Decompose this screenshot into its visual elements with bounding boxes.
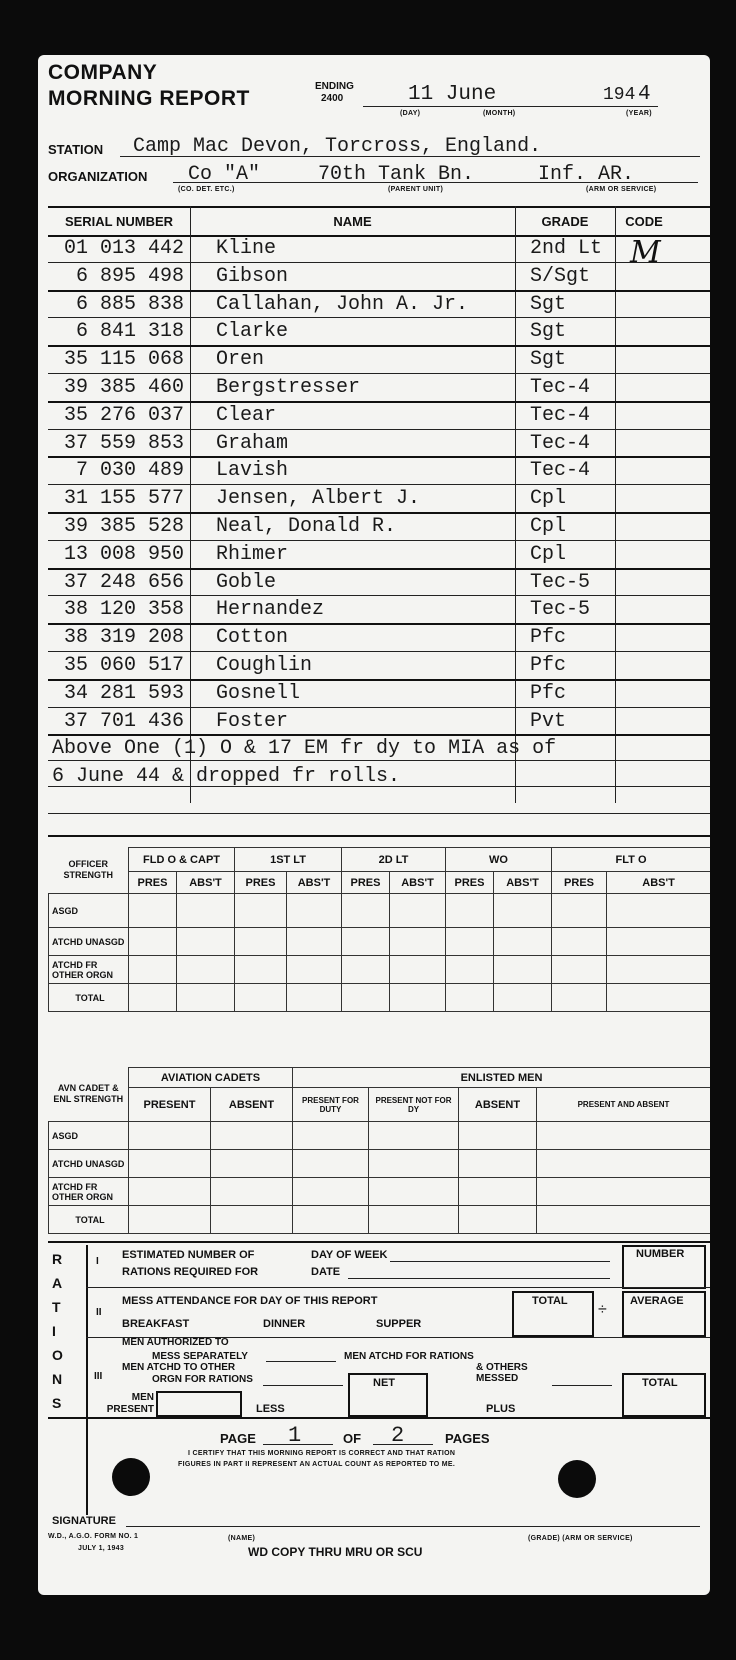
soldier-grade: Tec-4 <box>530 403 591 427</box>
soldier-name: Hernandez <box>216 598 325 622</box>
cadets-present: PRESENT <box>129 1088 211 1122</box>
morning-report-form <box>38 55 710 1595</box>
soldier-grade: Tec-5 <box>530 570 591 594</box>
serial-number: 13 008 950 <box>63 542 184 566</box>
men-atchd-for-rations-label: MEN ATCHD FOR RATIONS <box>344 1351 474 1362</box>
header-abst: ABS'T <box>390 872 446 894</box>
roster-row <box>38 596 710 624</box>
orgn-for-rations-label: ORGN FOR RATIONS <box>152 1374 253 1385</box>
soldier-name: Lavish <box>216 459 289 483</box>
row-label-atchd-fr-other: ATCHD FR OTHER ORGN <box>49 956 129 984</box>
em-present-not-for-dy: PRESENT NOT FOR DY <box>369 1088 459 1122</box>
divide-sign: ÷ <box>598 1301 607 1318</box>
day-of-week-label: DAY OF WEEK <box>311 1249 388 1261</box>
roster-row <box>38 457 710 485</box>
header-abst: ABS'T <box>177 872 235 894</box>
punch-hole-left <box>112 1458 150 1496</box>
plus-label: PLUS <box>486 1403 516 1415</box>
row-label-atchd-unasgd: ATCHD UNASGD <box>49 928 129 956</box>
dinner-label: DINNER <box>263 1318 306 1330</box>
roster-row <box>38 263 710 291</box>
aviation-cadets-header: AVIATION CADETS <box>129 1068 293 1088</box>
row-label-asgd: ASGD <box>49 1122 129 1150</box>
date-label: DATE <box>311 1266 341 1278</box>
rations-side-letter: T <box>52 1299 61 1315</box>
em-present-and-absent: PRESENT AND ABSENT <box>537 1088 711 1122</box>
group-wo: WO <box>446 848 552 872</box>
rations-side-letter: O <box>52 1347 63 1363</box>
soldier-grade: Sgt <box>530 320 567 344</box>
soldier-grade: Pfc <box>530 626 567 650</box>
enlisted-strength-label: AVN CADET & ENL STRENGTH <box>53 1083 124 1105</box>
enlisted-men-header: ENLISTED MEN <box>293 1068 711 1088</box>
serial-number: 37 559 853 <box>63 431 184 455</box>
pages-label: PAGES <box>445 1431 490 1446</box>
roman-numeral-2: II <box>96 1307 102 1318</box>
col-header-grade: GRADE <box>541 214 589 229</box>
punch-hole-right <box>558 1460 596 1498</box>
soldier-name: Oren <box>216 348 265 372</box>
officer-strength-table <box>48 847 710 1012</box>
enlisted-strength-table <box>48 1067 710 1234</box>
serial-number: 01 013 442 <box>63 237 184 260</box>
ending-label: ENDING <box>315 81 354 92</box>
serial-number: 39 385 528 <box>63 515 184 538</box>
roster-row <box>38 708 710 736</box>
net-label: NET <box>373 1377 395 1389</box>
serial-number: 39 385 460 <box>63 376 184 399</box>
soldier-grade: Tec-4 <box>530 459 591 483</box>
soldier-name: Callahan, John A. Jr. <box>216 292 469 316</box>
roster-row <box>38 624 710 652</box>
roman-numeral-3: III <box>94 1371 103 1382</box>
em-absent: ABSENT <box>459 1088 537 1122</box>
header-pres: PRES <box>552 872 607 894</box>
roster-row <box>38 374 710 402</box>
soldier-name: Gibson <box>216 264 289 288</box>
serial-number: 34 281 593 <box>63 681 184 705</box>
soldier-name: Kline <box>216 237 277 260</box>
header-abst: ABS'T <box>287 872 342 894</box>
rations-side-letter: A <box>52 1275 63 1291</box>
station-value: Camp Mac Devon, Torcross, England. <box>133 135 542 158</box>
roster-row <box>38 652 710 680</box>
men-atchd-to-other-label: MEN ATCHD TO OTHER <box>122 1362 236 1373</box>
header-pres: PRES <box>235 872 287 894</box>
soldier-name: Clarke <box>216 320 289 344</box>
rations-side-letter: S <box>52 1395 62 1411</box>
certify-line-1: I CERTIFY THAT THIS MORNING REPORT IS CORRECT AND THAT RATION <box>188 1450 456 1457</box>
soldier-grade: Cpl <box>530 487 567 511</box>
soldier-grade: Sgt <box>530 292 567 316</box>
rations-side-letter: R <box>52 1251 63 1267</box>
soldier-grade: Tec-4 <box>530 376 591 399</box>
roster-row <box>38 430 710 458</box>
organization-label: ORGANIZATION <box>48 169 148 184</box>
serial-number: 35 276 037 <box>63 403 184 427</box>
report-date: 11 June <box>408 83 497 106</box>
soldier-name: Gosnell <box>216 681 301 705</box>
serial-number: 6 895 498 <box>75 264 184 288</box>
serial-number: 7 030 489 <box>75 459 184 483</box>
form-title-morning-report: MORNING REPORT <box>48 87 250 110</box>
soldier-grade: S/Sgt <box>530 264 591 288</box>
form-number: W.D., A.G.O. FORM NO. 1 <box>48 1533 139 1540</box>
name-caption: (NAME) <box>228 1535 256 1542</box>
serial-number: 37 248 656 <box>63 570 184 594</box>
others-messed-label: & OTHERS MESSED <box>476 1362 528 1384</box>
grade-caption: (GRADE) (ARM OR SERVICE) <box>528 1535 633 1542</box>
remark-line-2: 6 June 44 & dropped fr rolls. <box>52 765 401 788</box>
roster-row <box>38 402 710 430</box>
row-label-atchd-unasgd: ATCHD UNASGD <box>49 1150 129 1178</box>
roster-row <box>38 346 710 374</box>
average-label: AVERAGE <box>630 1295 684 1307</box>
page-label: PAGE <box>220 1431 256 1446</box>
roster-row <box>38 291 710 319</box>
group-1st-lt: 1ST LT <box>235 848 342 872</box>
form-title-company: COMPANY <box>48 61 158 84</box>
serial-number: 38 120 358 <box>63 598 184 622</box>
row-label-total: TOTAL <box>49 984 129 1012</box>
soldier-name: Rhimer <box>216 542 289 566</box>
soldier-name: Cotton <box>216 626 289 650</box>
roster-row <box>38 513 710 541</box>
soldier-name: Foster <box>216 709 289 733</box>
co-caption: (CO. DET. ETC.) <box>178 186 235 193</box>
cadets-absent: ABSENT <box>211 1088 293 1122</box>
row-label-asgd: ASGD <box>49 894 129 928</box>
soldier-name: Clear <box>216 403 277 427</box>
signature-label: SIGNATURE <box>52 1515 116 1527</box>
serial-number: 6 841 318 <box>75 320 184 344</box>
year-digit: 4 <box>638 83 651 106</box>
men-present-label: MEN PRESENT <box>106 1392 154 1415</box>
soldier-grade: Pfc <box>530 681 567 705</box>
header-pres: PRES <box>446 872 494 894</box>
less-label: LESS <box>256 1403 285 1415</box>
row-label-total: TOTAL <box>49 1206 129 1234</box>
remark-line-1: Above One (1) O & 17 EM fr dy to MIA as of <box>52 737 557 760</box>
soldier-name: Jensen, Albert J. <box>216 487 421 511</box>
serial-number: 31 155 577 <box>63 487 184 511</box>
em-present-for-duty: PRESENT FOR DUTY <box>293 1088 369 1122</box>
year-prefix: 194 <box>603 85 636 105</box>
group-2d-lt: 2D LT <box>342 848 446 872</box>
year-caption: (YEAR) <box>626 110 652 117</box>
total-label: TOTAL <box>532 1295 568 1307</box>
roster-row <box>38 485 710 513</box>
header-abst: ABS'T <box>607 872 710 894</box>
of-label: OF <box>343 1431 362 1446</box>
roster-row <box>38 569 710 597</box>
soldier-grade: Cpl <box>530 542 567 566</box>
soldier-name: Graham <box>216 431 289 455</box>
org-arm: Inf. AR. <box>538 163 635 186</box>
station-label: STATION <box>48 142 104 157</box>
form-date: JULY 1, 1943 <box>78 1545 125 1552</box>
breakfast-label: BREAKFAST <box>122 1318 190 1330</box>
roster-row <box>38 318 710 346</box>
soldier-name: Neal, Donald R. <box>216 515 397 538</box>
roster-row <box>38 541 710 569</box>
ration-total-label: TOTAL <box>642 1377 678 1389</box>
mess-separately-label: MESS SEPARATELY <box>152 1351 248 1362</box>
row-label-atchd-fr-other: ATCHD FR OTHER ORGN <box>49 1178 129 1206</box>
men-authorized-label: MEN AUTHORIZED TO <box>122 1337 229 1348</box>
col-header-code: CODE <box>625 214 663 229</box>
rations-required-label: RATIONS REQUIRED FOR <box>122 1266 259 1278</box>
wd-copy-label: WD COPY THRU MRU OR SCU <box>248 1545 423 1559</box>
serial-number: 38 319 208 <box>63 626 184 650</box>
roster-row <box>38 235 710 263</box>
col-header-name: NAME <box>333 214 372 229</box>
soldier-grade: Sgt <box>530 348 567 372</box>
serial-number: 37 701 436 <box>63 709 184 733</box>
soldier-grade: Pvt <box>530 709 567 733</box>
officer-strength-label: OFFICER STRENGTH <box>63 859 113 881</box>
page-total: 2 <box>391 1423 405 1448</box>
header-pres: PRES <box>129 872 177 894</box>
number-label: NUMBER <box>636 1248 685 1260</box>
month-caption: (MONTH) <box>483 110 516 117</box>
day-caption: (DAY) <box>400 110 421 117</box>
certify-line-2: FIGURES IN PART II REPRESENT AN ACTUAL COUNT AS REPORTED TO ME. <box>178 1461 456 1468</box>
soldier-grade: Pfc <box>530 654 567 677</box>
serial-number: 35 060 517 <box>63 654 184 677</box>
soldier-grade: 2nd Lt <box>530 237 603 260</box>
serial-number: 6 885 838 <box>75 292 184 316</box>
rations-side-letter: I <box>52 1323 56 1339</box>
rations-side-letter: N <box>52 1371 63 1387</box>
group-flt-o: FLT O <box>552 848 710 872</box>
roman-numeral-1: I <box>96 1256 99 1267</box>
mess-attendance-label: MESS ATTENDANCE FOR DAY OF THIS REPORT <box>122 1295 378 1307</box>
soldier-name: Coughlin <box>216 654 313 677</box>
soldier-grade: Tec-4 <box>530 431 591 455</box>
soldier-grade: Cpl <box>530 515 567 538</box>
supper-label: SUPPER <box>376 1318 422 1330</box>
code-mark: M <box>630 235 661 270</box>
arm-caption: (ARM OR SERVICE) <box>586 186 657 193</box>
org-unit: 70th Tank Bn. <box>318 163 475 186</box>
parent-unit-caption: (PARENT UNIT) <box>388 186 444 193</box>
estimated-number-label: ESTIMATED NUMBER OF <box>122 1249 255 1261</box>
serial-number: 35 115 068 <box>63 348 184 372</box>
header-abst: ABS'T <box>494 872 552 894</box>
page-number: 1 <box>288 1423 302 1448</box>
roster-row <box>38 680 710 708</box>
col-header-serial: SERIAL NUMBER <box>64 214 174 229</box>
group-fld-o-capt: FLD O & CAPT <box>129 848 235 872</box>
men-present-box <box>156 1391 242 1417</box>
soldier-grade: Tec-5 <box>530 598 591 622</box>
org-company: Co "A" <box>188 163 261 186</box>
ending-time: 2400 <box>321 93 344 104</box>
header-pres: PRES <box>342 872 390 894</box>
soldier-name: Goble <box>216 570 277 594</box>
soldier-name: Bergstresser <box>216 376 361 399</box>
